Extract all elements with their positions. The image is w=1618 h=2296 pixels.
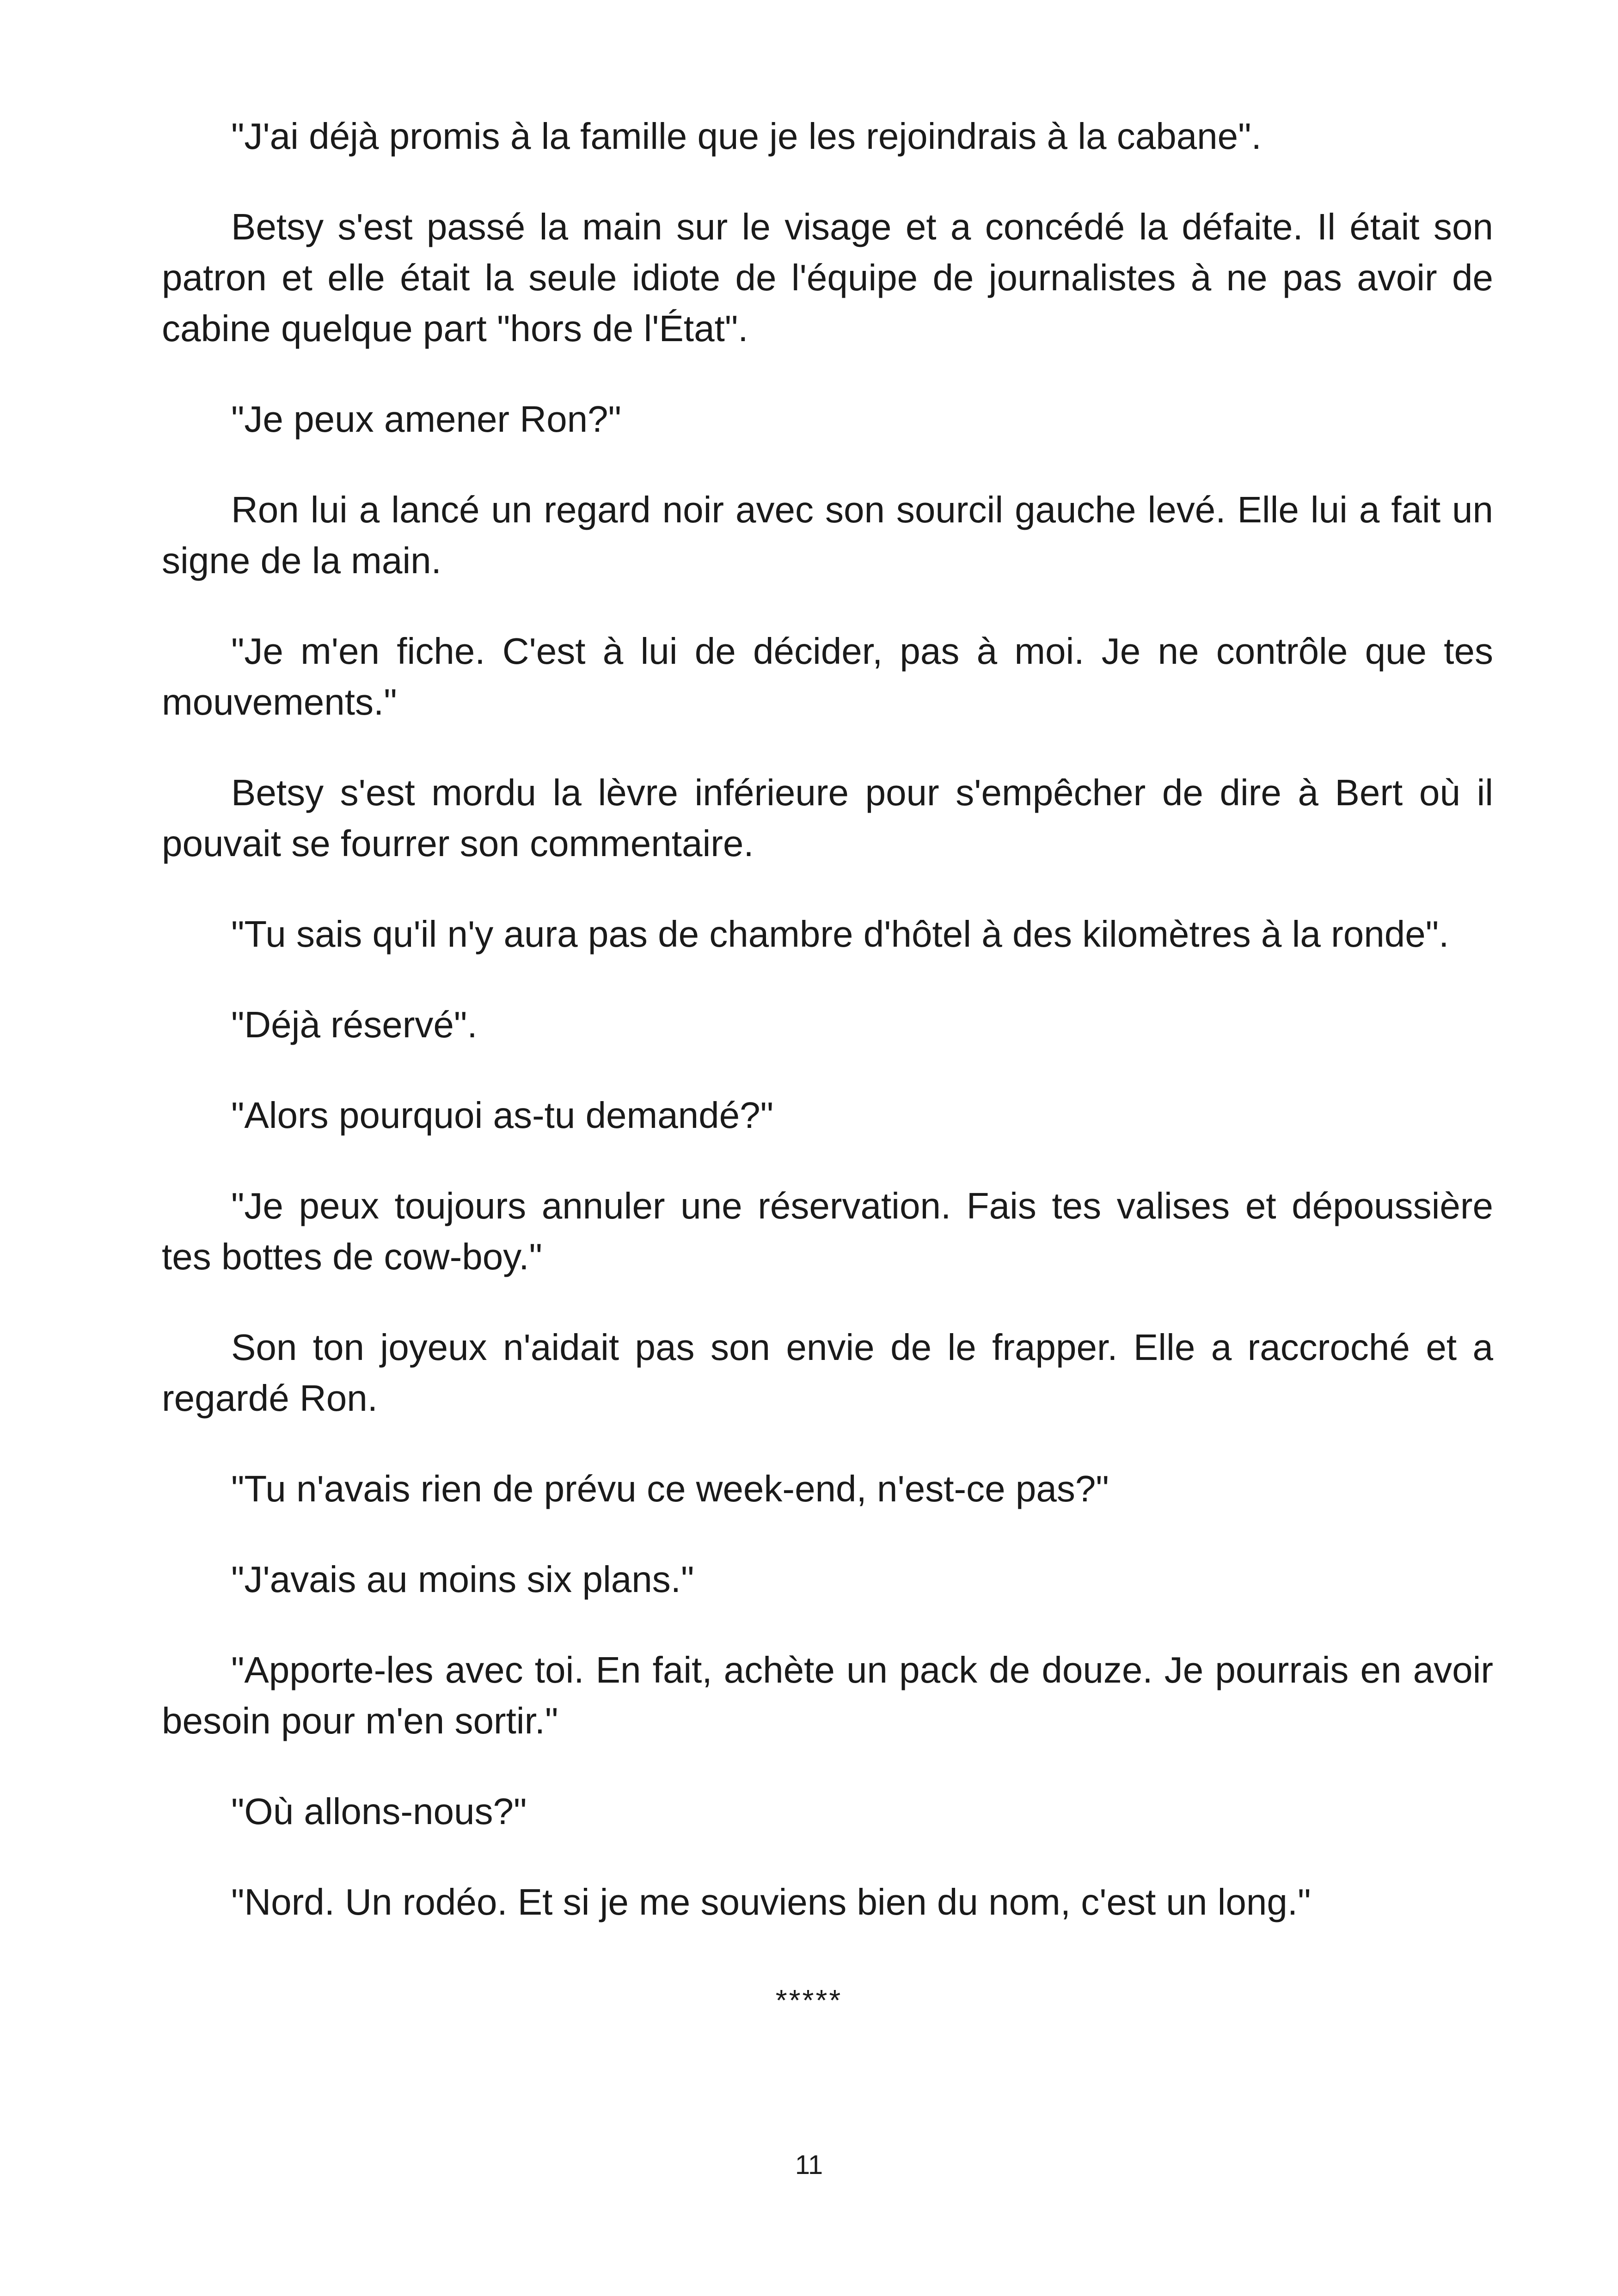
paragraph: "Déjà réservé". xyxy=(231,1004,478,1045)
paragraph: "J'avais au moins six plans." xyxy=(231,1559,694,1600)
paragraph: "Alors pourquoi as-tu demandé?" xyxy=(231,1095,774,1136)
paragraph: "J'ai déjà promis à la famille que je les rejoindrais à la cabane". xyxy=(231,116,1262,157)
paragraph: "Apporte-les avec toi. En fait, achète un pack de douze. Je pourrais en avoir besoin pour m'en sortir." xyxy=(162,1649,1493,1741)
paragraph: "Je peux amener Ron?" xyxy=(231,398,621,440)
paragraph: Betsy s'est passé la main sur le visage et a concédé la défaite. Il était son patron et elle était la seule idiote de l'équipe de journalistes à ne pas avoir de cabine quelque part "hors de l'État". xyxy=(162,206,1493,349)
paragraph: "Nord. Un rodéo. Et si je me souviens bien du nom, c'est un long." xyxy=(231,1881,1311,1923)
paragraph: Betsy s'est mordu la lèvre inférieure pour s'empêcher de dire à Bert où il pouvait se fourrer son commentaire. xyxy=(162,772,1493,864)
paragraph: "Où allons-nous?" xyxy=(231,1791,527,1832)
paragraph: Ron lui a lancé un regard noir avec son sourcil gauche levé. Elle lui a fait un signe de la main. xyxy=(162,489,1493,581)
paragraph: "Je peux toujours annuler une réservation. Fais tes valises et dépoussière tes bottes de cow-boy." xyxy=(162,1185,1493,1277)
paragraph: "Tu sais qu'il n'y aura pas de chambre d'hôtel à des kilomètres à la ronde". xyxy=(231,913,1449,955)
paragraph: "Je m'en fiche. C'est à lui de décider, pas à moi. Je ne contrôle que tes mouvements." xyxy=(162,631,1493,722)
paragraph: "Tu n'avais rien de prévu ce week-end, n'est-ce pas?" xyxy=(231,1468,1109,1509)
paragraph: Son ton joyeux n'aidait pas son envie de le frapper. Elle a raccroché et a regardé Ron. xyxy=(162,1327,1493,1419)
body-text xyxy=(162,111,1493,1967)
section-separator: ***** xyxy=(775,1984,843,2017)
page-number: 11 xyxy=(795,2150,823,2180)
